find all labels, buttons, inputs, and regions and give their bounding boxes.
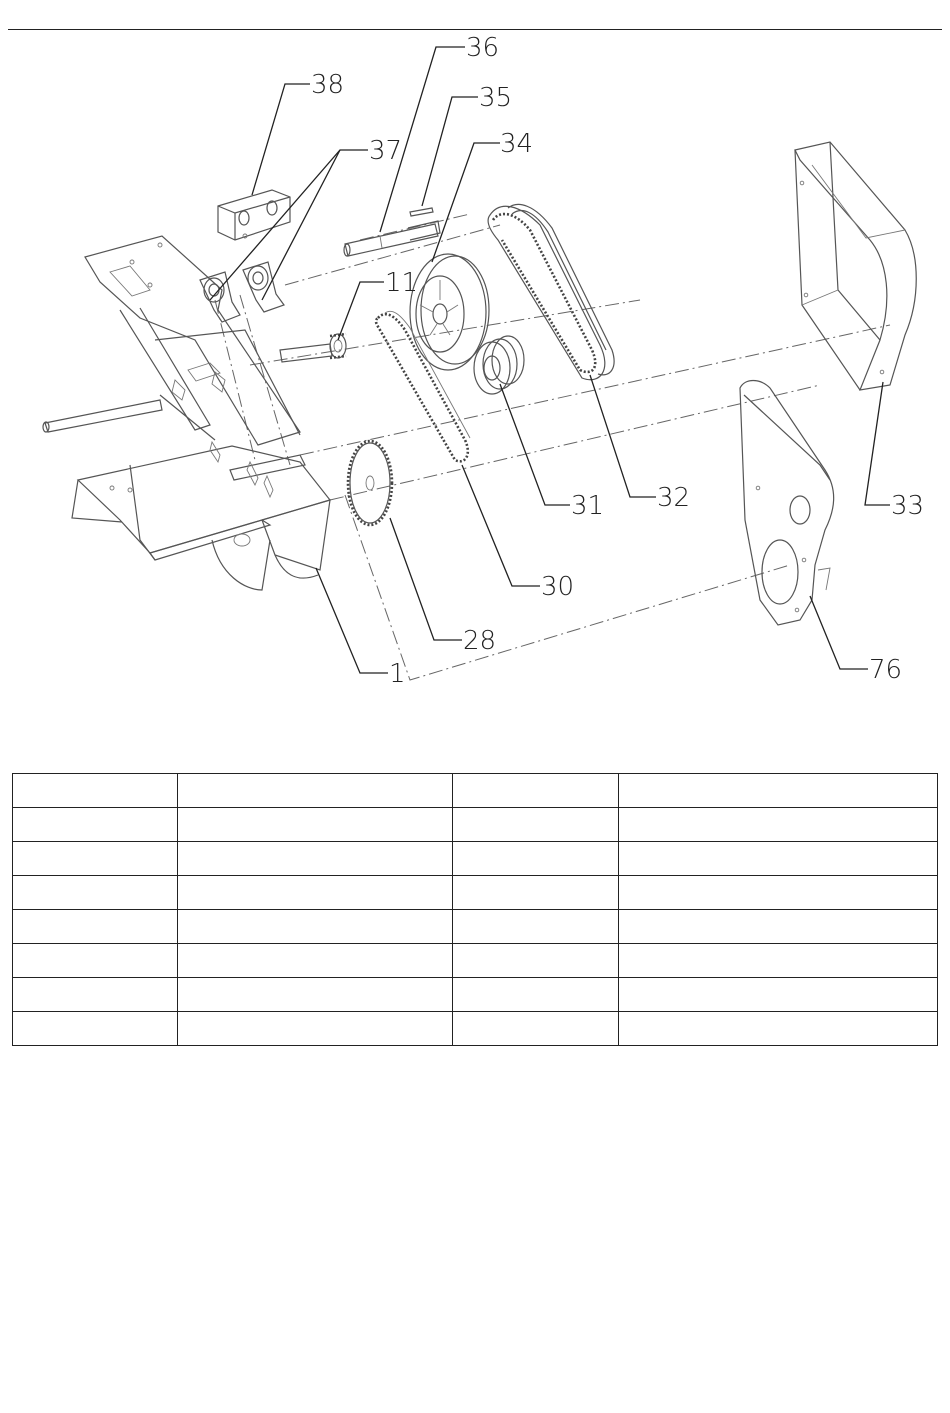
table-cell (619, 1012, 938, 1046)
table-cell (13, 1012, 178, 1046)
table-cell (453, 842, 619, 876)
table-cell (619, 842, 938, 876)
frame-part-1 (43, 236, 330, 590)
table-cell (178, 842, 453, 876)
callout-labels (311, 33, 924, 689)
table-row (13, 910, 938, 944)
table-cell (178, 944, 453, 978)
sprocket-part-28 (348, 441, 392, 525)
table-cell (619, 808, 938, 842)
table-cell (178, 808, 453, 842)
callout-37: 37 (369, 136, 403, 166)
callout-32: 32 (657, 483, 691, 513)
table-cell (178, 978, 453, 1012)
table-cell (13, 876, 178, 910)
table-cell (13, 808, 178, 842)
table-cell (13, 978, 178, 1012)
callout-11: 11 (385, 268, 419, 298)
bracket-part-38 (218, 190, 290, 240)
table-row (13, 978, 938, 1012)
callout-34: 34 (500, 129, 534, 159)
chain-part-30 (376, 311, 470, 461)
shaft-part-36 (344, 221, 440, 256)
table-cell (619, 910, 938, 944)
table-row (13, 774, 938, 808)
table-row (13, 876, 938, 910)
table-cell (453, 944, 619, 978)
callout-31: 31 (571, 491, 605, 521)
callout-36: 36 (466, 33, 500, 63)
table-cell (453, 910, 619, 944)
callout-33: 33 (891, 491, 925, 521)
table-cell (13, 944, 178, 978)
table-cell (178, 876, 453, 910)
callout-28: 28 (463, 626, 497, 656)
belt-guard-part-33 (795, 142, 916, 390)
table-cell (13, 910, 178, 944)
table-cell (453, 1012, 619, 1046)
callout-76: 76 (869, 655, 903, 685)
table-cell (178, 910, 453, 944)
assembly-centerlines (215, 214, 890, 680)
table-cell (453, 808, 619, 842)
table-row (13, 808, 938, 842)
table-cell (619, 978, 938, 1012)
table-cell (453, 978, 619, 1012)
table-row (13, 1012, 938, 1046)
table-cell (453, 876, 619, 910)
table-cell (619, 774, 938, 808)
table-row (13, 842, 938, 876)
callout-1: 1 (389, 659, 406, 689)
bearing-blocks-part-37 (200, 262, 284, 322)
table-cell (453, 774, 619, 808)
cover-plate-part-76 (740, 381, 834, 626)
callout-35: 35 (479, 83, 513, 113)
key-part-35 (410, 208, 433, 216)
table-cell (178, 774, 453, 808)
table-cell (178, 1012, 453, 1046)
sprocket-part-11 (280, 334, 346, 362)
parts-table-body (13, 774, 938, 1046)
table-cell (619, 944, 938, 978)
table-cell (13, 842, 178, 876)
table-cell (13, 774, 178, 808)
callout-38: 38 (311, 70, 345, 100)
parts-table (12, 773, 938, 1046)
callout-30: 30 (541, 572, 575, 602)
table-cell (619, 876, 938, 910)
table-row (13, 944, 938, 978)
